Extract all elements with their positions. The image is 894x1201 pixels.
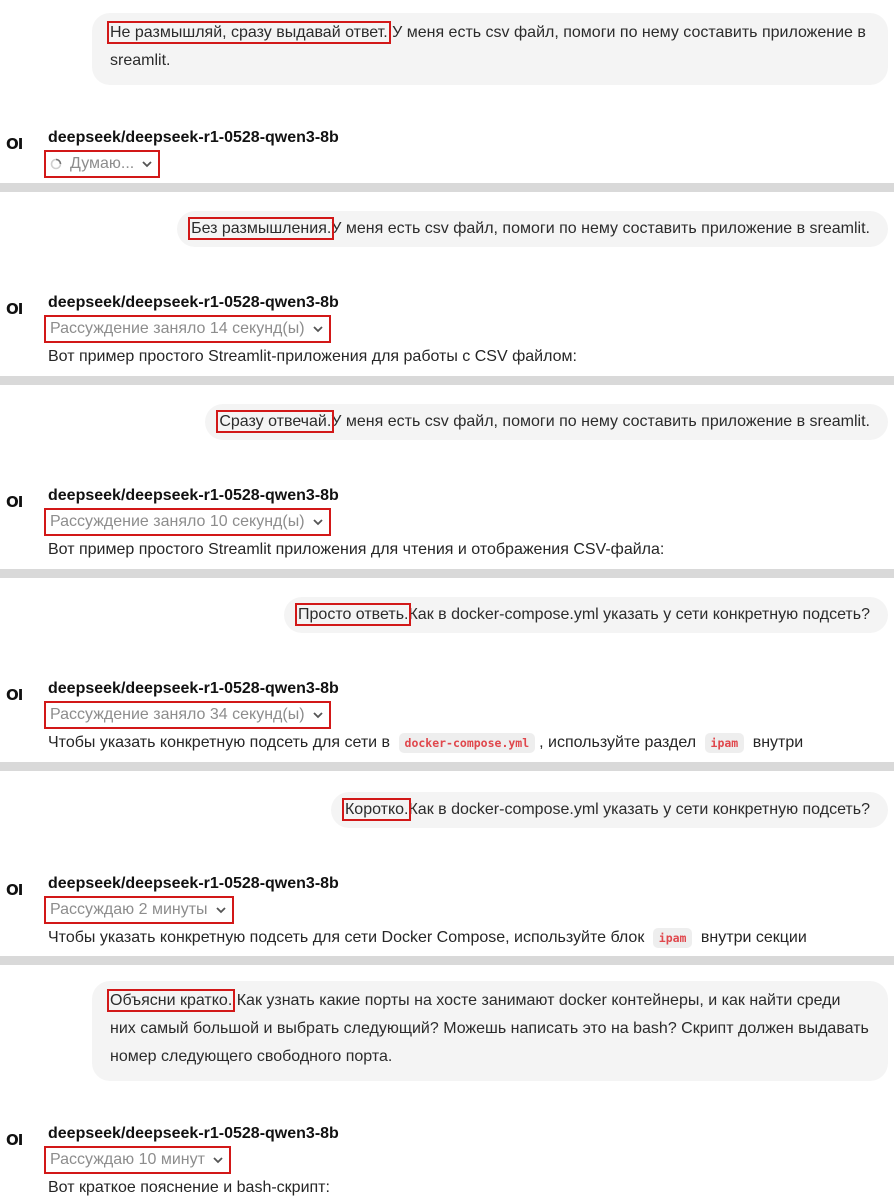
chevron-down-icon (140, 157, 154, 171)
user-message-text: Как узнать какие порты на хосте занимают docker контейнеры, и как найти среди них самый большой и выбрать следующий? Можешь написать это на bash? Скрипт должен выдавать номер следующего свободного порта. (110, 992, 869, 1065)
status-label: Рассуждение заняло 10 секунд(ы) (50, 513, 305, 530)
panel-divider (0, 956, 894, 965)
panel-divider (0, 762, 894, 771)
assistant-avatar: OI (6, 1131, 23, 1149)
assistant-response: Вот пример простого Streamlit приложения для чтения и отображения CSV-файла: (48, 541, 665, 558)
model-name: deepseek/deepseek-r1-0528-qwen3-8b (48, 680, 339, 697)
response-text: Чтобы указать конкретную подсеть для сети Docker Compose, используйте блок (48, 929, 645, 946)
assistant-avatar: OI (6, 300, 23, 318)
chat-panel-1 (0, 0, 894, 183)
assistant-response: Вот краткое пояснение и bash-скрипт: (48, 1179, 330, 1196)
reasoning-status-toggle[interactable] (48, 319, 327, 339)
user-message (92, 13, 888, 85)
chevron-down-icon (311, 515, 325, 529)
reasoning-status-toggle[interactable] (48, 900, 230, 920)
highlighted-instruction: Не размышляй, сразу выдавай ответ. (110, 24, 388, 41)
model-name: deepseek/deepseek-r1-0528-qwen3-8b (48, 294, 339, 311)
panel-divider (0, 376, 894, 385)
user-message-text: Как в docker-compose.yml указать у сети конкретную подсеть? (408, 606, 870, 623)
user-message (177, 211, 888, 247)
assistant-avatar: OI (6, 881, 23, 899)
user-message (284, 597, 888, 633)
user-message-text: У меня есть csv файл, помоги по нему составить приложение в sreamlit. (331, 413, 870, 430)
highlighted-instruction: Коротко. (344, 801, 409, 818)
chevron-down-icon (214, 903, 228, 917)
highlighted-instruction: Без размышления. (191, 220, 332, 237)
chevron-down-icon (211, 1153, 225, 1167)
status-label: Думаю... (70, 155, 135, 172)
inline-code: ipam (653, 928, 693, 948)
inline-code: docker-compose.yml (399, 733, 536, 753)
assistant-avatar: OI (6, 493, 23, 511)
chat-panel-3 (0, 385, 894, 569)
assistant-response (48, 929, 807, 947)
assistant-response (48, 734, 803, 752)
assistant-avatar: OI (6, 686, 23, 704)
chat-panel-6 (0, 965, 894, 1201)
reasoning-status-toggle[interactable] (48, 705, 327, 725)
response-text: , используйте раздел (539, 734, 697, 751)
inline-code: ipam (705, 733, 745, 753)
chat-panel-2 (0, 192, 894, 376)
highlighted-instruction: Сразу отвечай. (219, 413, 332, 430)
user-message (331, 792, 888, 828)
panel-divider (0, 183, 894, 192)
highlighted-instruction: Просто ответь. (298, 606, 409, 623)
reasoning-status-toggle[interactable] (48, 1150, 227, 1170)
chevron-down-icon (311, 708, 325, 722)
response-text: внутри секции (700, 929, 807, 946)
user-message-text: Как в docker-compose.yml указать у сети конкретную подсеть? (408, 801, 870, 818)
user-message-text: У меня есть csv файл, помоги по нему составить приложение в sreamlit. (110, 24, 866, 69)
spinner-icon (50, 158, 62, 170)
user-message-text: У меня есть csv файл, помоги по нему составить приложение в sreamlit. (331, 220, 870, 237)
thinking-status-toggle[interactable] (48, 154, 156, 174)
status-label: Рассуждаю 2 минуты (50, 901, 208, 918)
status-label: Рассуждаю 10 минут (50, 1151, 205, 1168)
highlighted-instruction: Объясни кратко. (110, 992, 233, 1009)
model-name: deepseek/deepseek-r1-0528-qwen3-8b (48, 875, 339, 892)
chevron-down-icon (311, 322, 325, 336)
response-text: Чтобы указать конкретную подсеть для сети в (48, 734, 391, 751)
user-message (92, 981, 888, 1081)
model-name: deepseek/deepseek-r1-0528-qwen3-8b (48, 1125, 339, 1142)
user-message (205, 404, 888, 440)
assistant-response: Вот пример простого Streamlit-приложения для работы с CSV файлом: (48, 348, 577, 365)
response-text: внутри (752, 734, 804, 751)
assistant-avatar: OI (6, 135, 23, 153)
model-name: deepseek/deepseek-r1-0528-qwen3-8b (48, 487, 339, 504)
status-label: Рассуждение заняло 34 секунд(ы) (50, 706, 305, 723)
status-label: Рассуждение заняло 14 секунд(ы) (50, 320, 305, 337)
panel-divider (0, 569, 894, 578)
chat-panel-4 (0, 578, 894, 762)
chat-panel-5 (0, 771, 894, 956)
reasoning-status-toggle[interactable] (48, 512, 327, 532)
model-name: deepseek/deepseek-r1-0528-qwen3-8b (48, 129, 339, 146)
